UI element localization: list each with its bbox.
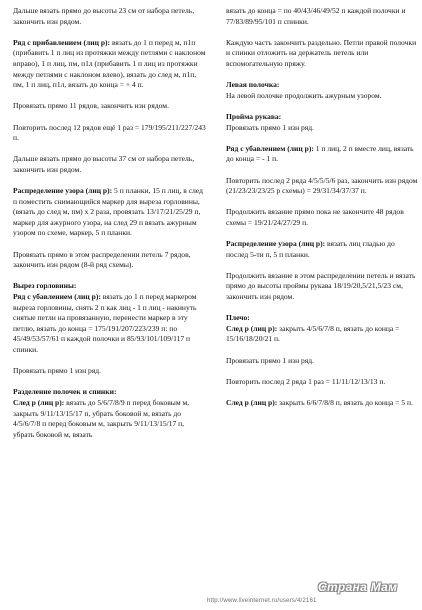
left-text-column	[13, 6, 207, 451]
paragraph	[13, 281, 207, 355]
paragraph-heading: Разделение полочек и спинки:	[13, 387, 117, 397]
right-text-column	[226, 6, 418, 419]
paragraph	[13, 6, 207, 27]
paragraph-text: Повторить послед 2 ряда 4/5/5/5/6 раз, закончить изн рядом (21/23/23/23/25 р схемы) = 29/31/34/37/37 п.	[226, 175, 418, 196]
paragraph	[13, 38, 207, 91]
paragraph	[13, 101, 207, 112]
paragraph	[226, 398, 418, 409]
paragraph-heading: Распределение узора (лиц р):	[13, 186, 113, 196]
paragraph-heading: След р (лиц р):	[226, 397, 278, 407]
paragraph-heading: Ряд с убавлением (лиц р):	[13, 292, 101, 302]
paragraph-text: Провязать прямо 11 рядов, закончить изн рядом.	[13, 101, 169, 111]
paragraph-text: 5 п планки, 15 п лиц, в след п поместить снимающийся маркер для выреза горловины, (вязать до след м, пм) х 2 раза, провязать 13/17/21/25/29 п, маркер для ажурного узора, на след 29 п вязать ажурным узором по схеме, маркер, 5 п планки.	[13, 186, 203, 238]
paragraph	[226, 207, 418, 228]
paragraph-text: На левой полочке продолжить ажурным узором.	[226, 90, 382, 100]
site-watermark: Страна Мам	[318, 580, 398, 594]
paragraph-text: 1 п лиц, 2 п вместе лиц, вязать до конца = - 1 п.	[226, 143, 414, 164]
paragraph-heading: След р (лиц р):	[13, 397, 65, 407]
paragraph	[226, 112, 418, 133]
paragraph-heading: Распределение узора (лиц р):	[226, 239, 326, 249]
paragraph	[226, 313, 418, 345]
paragraph-text: вязать до конца = по 40/43/46/49/52 п каждой полочки и 77/83/89/95/101 п спинки.	[226, 6, 406, 26]
paragraph-heading: Левая полочка:	[226, 80, 280, 90]
paragraph	[13, 154, 207, 175]
paragraph-text: Провязать прямо 1 изн ряд.	[226, 355, 314, 365]
paragraph	[13, 250, 207, 271]
paragraph-text: закрыть 4/5/6/7/8 п, вязать до конца = 15/16/18/20/21 п.	[226, 323, 400, 344]
paragraph-text: вязать до 5/6/7/8/9 п перед боковым м, закрыть 9/11/13/15/17 п, убрать боковой м, вязать до 4/5/6/7/8 п перед боковым м, закрыть 9/11/13/15/17 п, убрать боковой м, вязать	[13, 397, 190, 439]
paragraph-text: Провязать прямо в этом распределении петель 7 рядов, закончить изн рядом (8-й ряд схемы).	[13, 249, 191, 270]
paragraph-text: Продолжить вязание в этом распределении петель и вязать прямо до высоты проймы рукава 18/19/20,5/21,5/23 см, закончить изн рядом.	[226, 270, 416, 302]
paragraph-text: Продолжить вязание прямо пока не закончите 48 рядов схемы = 19/21/24/27/29 п.	[226, 207, 404, 227]
paragraph-heading: Ряд с убавлением (лиц р):	[226, 143, 314, 153]
paragraph-text: вязать лиц гладью до послед 5-ти п, 5 п планки.	[226, 239, 395, 259]
paragraph-text: Каждую часть закончить раздельно. Петли правой полочки и спинки отложить на держатель петель или вспомогательную пряжу.	[226, 37, 417, 68]
paragraph-heading: След р (лиц р):	[226, 323, 278, 333]
paragraph-text: вязать до 1 п перед м, п1п (прибавить 1 п лиц из протяжки между петлями с наклоном вправо), 1 п лиц, пм, п1л (прибавить 1 п лиц из протяжки между петлями с наклоном влево), вязать до след м, п1п, пм, 1 п лиц, п1л, вязать до конца = + 4 п.	[13, 37, 206, 90]
paragraph	[13, 123, 207, 144]
paragraph-text: закрыть 6/6/7/8/8 п, вязать до конца = 5 п.	[277, 397, 413, 407]
paragraph-text: Повторить послед 12 рядов ещё 1 раз = 179/195/211/227/243 п.	[13, 122, 206, 143]
paragraph-text: Повторить послед 2 ряда 1 раз = 11/11/12/13/13 п.	[226, 376, 386, 386]
paragraph	[226, 144, 418, 165]
paragraph-text: Провязать прямо 1 изн ряд.	[13, 366, 101, 376]
paragraph-text: Дальше вязать прямо до высоты 37 см от набора петель, закончить изн рядом.	[13, 154, 195, 174]
paragraph	[226, 176, 418, 197]
paragraph-heading: Вырез горловины:	[13, 281, 77, 291]
paragraph	[13, 366, 207, 377]
paragraph	[226, 239, 418, 260]
paragraph-heading: Ряд с прибавлением (лиц р):	[13, 37, 111, 47]
paragraph	[226, 6, 418, 27]
paragraph-heading: Пройма рукава:	[226, 111, 282, 121]
paragraph	[13, 186, 207, 239]
paragraph-text: Провязать прямо 1 изн ряд.	[226, 122, 314, 132]
paragraph	[226, 271, 418, 303]
source-url[interactable]: http://www.liveinternet.ru/users/4/2161	[207, 598, 317, 604]
paragraph	[226, 80, 418, 101]
paragraph-text: Дальше вязать прямо до высоты 23 см от набора петель, закончить изн рядом.	[13, 6, 195, 26]
paragraph	[226, 38, 418, 70]
paragraph	[226, 377, 418, 388]
paragraph-heading: Плечо:	[226, 313, 250, 323]
paragraph	[13, 387, 207, 440]
paragraph-text: вязать до 1 п перед маркером выреза горловины, снять 2 п как лиц - 1 п лиц - накинуть снятые петли на провязанную, перенести маркер в эту петлю, вязать до конца = 175/191/207/223/239 п: по 45/49/53/57/61 п каждой полочки и 85/93/101/109/117 п спинки.	[13, 292, 197, 354]
paragraph	[226, 356, 418, 367]
